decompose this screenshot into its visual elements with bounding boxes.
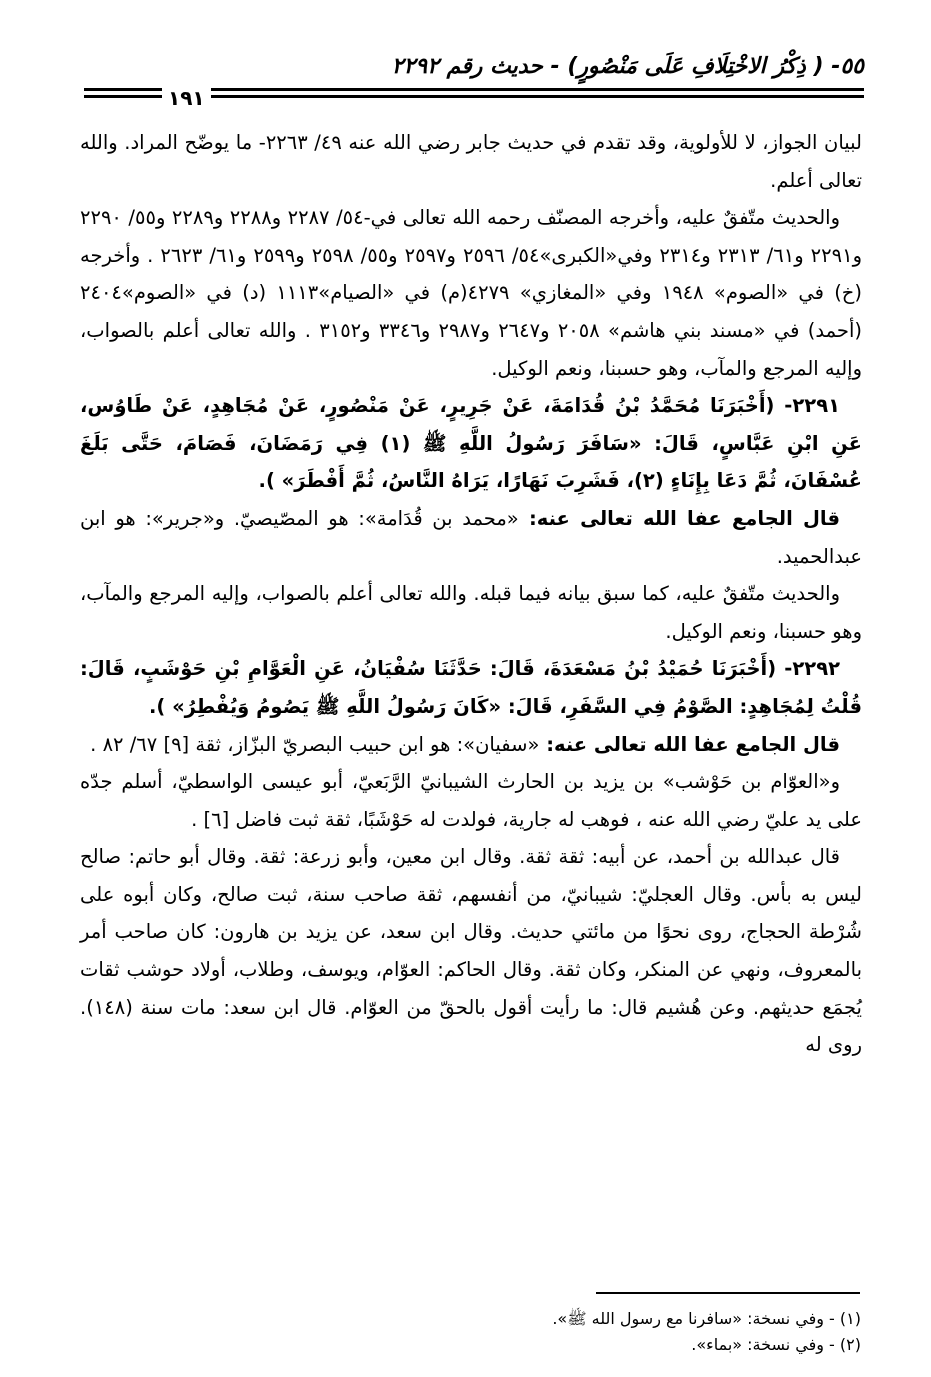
paragraph (80, 650, 862, 725)
paragraph (80, 124, 862, 199)
running-header (84, 52, 864, 110)
bold-text: قال الجامع عفا الله تعالى عنه: (539, 732, 840, 756)
paragraph (80, 387, 862, 500)
paragraph-text: و«العوّام بن حَوْشب» بن يزيد بن الحارث الشيبانيّ الرَّبَعيّ، أبو عيسى الواسطيّ، أسلم جدّه على يد عليّ رضي الله عنه ، فوهب له جارية، فولدت له حَوْشَبًا، ثقة ثبت فاضل [٦] . (80, 770, 862, 831)
paragraph-text: لبيان الجواز، لا للأولوية، وقد تقدم في حديث جابر رضي الله عنه ٤٩/ ٢٢٦٣- ما يوضّح المراد. والله تعالى أعلم. (80, 131, 862, 192)
paragraph-text: قال عبدالله بن أحمد، عن أبيه: ثقة ثقة. وقال ابن معين، وأبو زرعة: ثقة. وقال أبو حاتم: صالح ليس به بأس. وقال العجليّ: شيبانيّ، من أنفسهم، ثقة صاحب سنة، ثبت صالح، وكان أبوه على شُرْطة الحجاج، روى نحوًا من مائتي حديث. وقال ابن سعد، عن يزيد بن هارون: كان صاحب أمر بالمعروف، ونهي عن المنكر، وكان ثقة. وقال الحاكم: العوّام، ويوسف، وطلاب، أولاد حوشب ثقات يُجمَع حديثهم. وعن هُشيم قال: ما رأيت أقول بالحقّ من العوّام. قال ابن سعد: مات سنة (١٤٨). روى له (80, 845, 862, 1057)
paragraph-text: «سفيان»: هو ابن حبيب البصريّ البزّاز، ثقة [٩] ٦٧/ ٨٢ . (90, 732, 540, 756)
paragraph (80, 199, 862, 387)
bold-text: قال الجامع عفا الله تعالى عنه: (518, 506, 841, 530)
main-text (80, 124, 862, 1064)
bold-text: ٢٢٩٢- (أَخْبَرَنَا حُمَيْدُ بْنُ مَسْعَدَةَ، قَالَ: حَدَّثَنَا سُفْيَانُ، عَنِ الْعَوَّامِ بْنِ حَوْشَبٍ، قَالَ: قُلْتُ لِمُجَاهِدٍ: الصَّوْمُ فِي السَّفَرِ، قَالَ: «كَانَ رَسُولُ اللَّهِ ﷺ يَصُومُ وَيُفْطِرُ» ). (80, 657, 862, 718)
page-number: ١٩١ (162, 86, 211, 110)
paragraph (80, 726, 862, 764)
chapter-title: ٥٥- ( ذِكْرُ الاخْتِلَافِ عَلَى مَنْصُورٍ) - حديث رقم ٢٢٩٢ (391, 54, 864, 79)
paragraph (80, 500, 862, 575)
paragraph-text: والحديث متّفقٌ عليه، كما سبق بيانه فيما قبله. والله تعالى أعلم بالصواب، وإليه المرجع والمآب، وهو حسبنا، ونعم الوكيل. (80, 582, 862, 643)
footnote: (١) - وفي نسخة: «سافرنا مع رسول الله ﷺ». (552, 1309, 861, 1328)
paragraph-text: «محمد بن قُدَامة»: هو المصّيصيّ. و«جرير»: هو ابن عبدالحميد. (80, 506, 862, 568)
footnote: (٢) - وفي نسخة: «بماء». (691, 1335, 861, 1354)
footnote-separator (596, 1292, 860, 1294)
paragraph (80, 838, 862, 1064)
paragraph-text: والحديث متّفقٌ عليه، وأخرجه المصنّف رحمه الله تعالى في-٥٤/ ٢٢٨٧ و٢٢٨٨ و٢٢٨٩ و٥٥/ ٢٢٩٠ و٢٢٩١ و٦١/ ٢٣١٣ و٢٣١٤ وفي«الكبرى»٥٤/ ٢٥٩٦ و٢٥٩٧ و٥٥/ ٢٥٩٨ و٢٥٩٩ و٦١/ ٢٦٢٣ . وأخرجه (خ) في «الصوم» ١٩٤٨ وفي «المغازي» ٤٢٧٩(م) في «الصيام»١١١٣ (د) في «الصوم»٢٤٠٤ (أحمد) في «مسند بني هاشم» ٢٠٥٨ و٢٦٤٧ و٢٩٨٧ و٣٣٤٦ و٣١٥٢ . والله تعالى أعلم بالصواب، وإليه المرجع والمآب، وهو حسبنا، ونعم الوكيل. (80, 206, 863, 380)
paragraph (80, 575, 862, 650)
paragraph (80, 763, 862, 838)
footnotes (81, 1306, 861, 1358)
bold-text: ٢٢٩١- (أَخْبَرَنَا مُحَمَّدُ بْنُ قُدَامَةَ، عَنْ جَرِيرٍ، عَنْ مَنْصُورٍ، عَنْ مُجَاهِدٍ، عَنْ طَاوُس، عَنِ ابْنِ عَبَّاسٍ، قَالَ: «سَافَرَ رَسُولُ اللَّهِ ﷺ (١) فِي رَمَضَانَ، فَصَامَ، حَتَّى بَلَغَ عُسْفَانَ، ثُمَّ دَعَا بِإِنَاءٍ (٢)، فَشَرِبَ نَهَارًا، يَرَاهُ النَّاسُ، ثُمَّ أَفْطَرَ» ). (80, 394, 862, 493)
